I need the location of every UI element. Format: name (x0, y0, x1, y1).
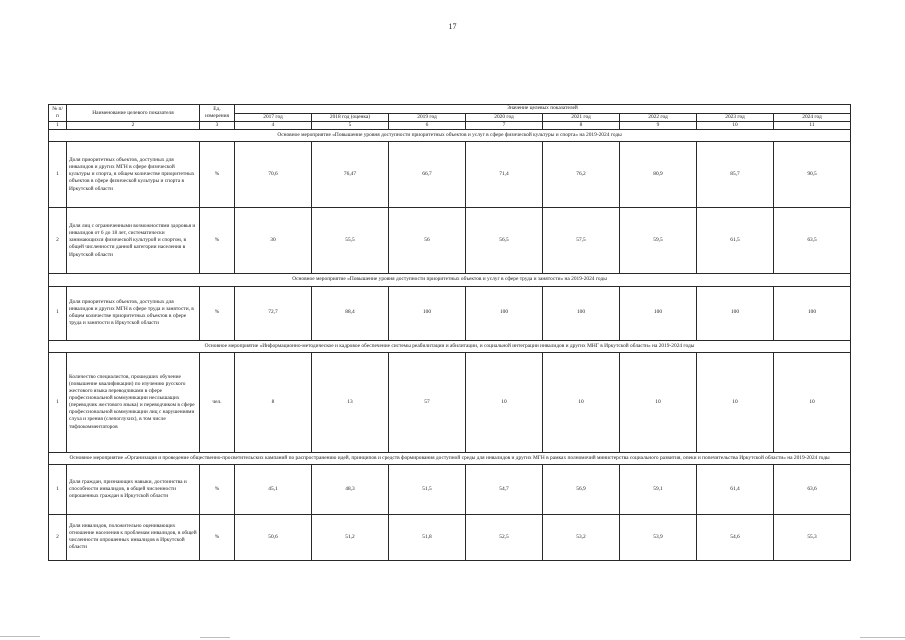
row-value: 51,8 (389, 514, 466, 560)
row-value: 10 (543, 352, 620, 452)
header-year: 2022 год (620, 114, 697, 122)
row-value: 90,5 (774, 142, 851, 208)
section-header-row (49, 130, 851, 142)
row-value: 51,2 (312, 514, 389, 560)
row-name: Количество специалистов, прошедших обучение (повышение квалификации) по изучению русского жестового языка переводчиками в сфере профессиональной коммуникации неслышащих (переводчик жестового языка) и переводчиком в сфере профессиональной коммуникации лиц с нарушениями слуха и зрения (слепоглухих), в том числе тифлокомментаторов (67, 352, 200, 452)
row-unit: % (200, 286, 235, 340)
page-number: 17 (448, 22, 457, 31)
row-num: 2 (49, 208, 67, 274)
row-value: 88,4 (312, 286, 389, 340)
header-values: Значение целевых показателей (235, 105, 851, 114)
header-year: 2018 год (оценка) (312, 114, 389, 122)
column-index: 6 (389, 122, 466, 130)
section-title: Основное мероприятие «Информационно-методическое и кадровое обеспечение системы реабилитации и абилитации, и социальной интеграции инвалидов и других МНГ в Иркутской области» на 2019-2024 годы (49, 340, 851, 352)
header-name: Наименование целевого показателя (67, 105, 200, 122)
row-value: 76,47 (312, 142, 389, 208)
row-name: Доля лиц с ограниченными возможностями здоровья и инвалидов от 6 до 18 лет, систематически занимающихся физической культурой и спортом, в общей численности данной категории населения в Иркутской области (67, 208, 200, 274)
row-value: 57,5 (543, 208, 620, 274)
section-title: Основное мероприятие «Организация и проведение общественно-просветительских кампаний по распространению идей, принципов и средств формирования доступной среды для инвалидов и других МГН в рамках полномочий министерства социального развития, опеки и попечительства Иркутской области» на 2019-2024 годы (49, 452, 851, 464)
row-value: 100 (389, 286, 466, 340)
column-index: 4 (235, 122, 312, 130)
row-value: 55,3 (774, 514, 851, 560)
row-value: 61,4 (697, 464, 774, 514)
column-index: 1 (49, 122, 67, 130)
row-value: 100 (466, 286, 543, 340)
header-year: 2021 год (543, 114, 620, 122)
header-year: 2020 год (466, 114, 543, 122)
row-value: 100 (697, 286, 774, 340)
table-row (49, 286, 851, 340)
column-index-row (49, 122, 851, 130)
header-year: 2024 год (774, 114, 851, 122)
column-index: 2 (67, 122, 200, 130)
row-value: 10 (697, 352, 774, 452)
row-value: 100 (620, 286, 697, 340)
table-row (49, 142, 851, 208)
row-unit: % (200, 514, 235, 560)
row-value: 56,9 (543, 464, 620, 514)
header-year: 2017 год (235, 114, 312, 122)
row-name: Доля приоритетных объектов, доступных для инвалидов и других МГН в сфере труда и занятости, в общем количестве приоритетных объектов в сфере труда и занятости в Иркутской области (67, 286, 200, 340)
row-value: 52,5 (466, 514, 543, 560)
section-header-row (49, 274, 851, 286)
targets-table (48, 104, 851, 561)
column-index: 11 (774, 122, 851, 130)
row-value: 50,6 (235, 514, 312, 560)
row-num: 1 (49, 142, 67, 208)
row-value: 56,5 (466, 208, 543, 274)
row-value: 63,6 (774, 464, 851, 514)
table-row (49, 514, 851, 560)
row-value: 59,5 (620, 208, 697, 274)
row-value: 100 (543, 286, 620, 340)
row-value: 8 (235, 352, 312, 452)
header-row (49, 105, 851, 114)
row-value: 54,6 (697, 514, 774, 560)
table-row (49, 208, 851, 274)
header-year: 2019 год (389, 114, 466, 122)
row-value: 57 (389, 352, 466, 452)
targets-table-wrapper (48, 104, 850, 561)
row-value: 76,2 (543, 142, 620, 208)
row-name: Доля граждан, признающих навыки, достоинства и способности инвалидов, в общей численности опрошенных граждан в Иркутской области (67, 464, 200, 514)
row-unit: % (200, 142, 235, 208)
column-index: 7 (466, 122, 543, 130)
row-value: 55,5 (312, 208, 389, 274)
row-value: 10 (620, 352, 697, 452)
section-title: Основное мероприятие «Повышение уровня доступности приоритетных объектов и услуг в сфере труда и занятости» на 2019-2024 годы (49, 274, 851, 286)
row-num: 2 (49, 514, 67, 560)
scan-artifact (860, 637, 905, 638)
row-value: 59,1 (620, 464, 697, 514)
row-value: 71,4 (466, 142, 543, 208)
column-index: 3 (200, 122, 235, 130)
table-row (49, 464, 851, 514)
row-value: 30 (235, 208, 312, 274)
row-value: 48,3 (312, 464, 389, 514)
section-header-row (49, 452, 851, 464)
row-value: 45,1 (235, 464, 312, 514)
column-index: 5 (312, 122, 389, 130)
column-index: 10 (697, 122, 774, 130)
column-index: 9 (620, 122, 697, 130)
table-row (49, 352, 851, 452)
row-value: 80,9 (620, 142, 697, 208)
scan-artifact (200, 637, 230, 638)
row-value: 66,7 (389, 142, 466, 208)
row-unit: % (200, 464, 235, 514)
row-unit: % (200, 208, 235, 274)
header-num: № п/п (49, 105, 67, 122)
row-value: 61,5 (697, 208, 774, 274)
row-num: 1 (49, 286, 67, 340)
row-num: 1 (49, 352, 67, 452)
header-unit: Ед. измерения (200, 105, 235, 122)
row-value: 51,5 (389, 464, 466, 514)
row-value: 10 (774, 352, 851, 452)
header-year: 2023 год (697, 114, 774, 122)
row-name: Доля приоритетных объектов, доступных для инвалидов и других МГН в сфере физической культуры и спорта, в общем количестве приоритетных объектов в сфере физической культуры и спорта в Иркутской области (67, 142, 200, 208)
section-title: Основное мероприятие «Повышение уровня доступности приоритетных объектов и услуг в сфере физической культуры и спорта» на 2019-2024 годы (49, 130, 851, 142)
row-value: 56 (389, 208, 466, 274)
row-unit: чел. (200, 352, 235, 452)
row-name: Доля инвалидов, положительно оценивающих отношение населения к проблемам инвалидов, в общей численности опрошенных инвалидов в Иркутской области (67, 514, 200, 560)
row-value: 13 (312, 352, 389, 452)
row-value: 72,7 (235, 286, 312, 340)
column-index: 8 (543, 122, 620, 130)
scan-artifact (0, 636, 40, 637)
row-value: 53,9 (620, 514, 697, 560)
row-value: 85,7 (697, 142, 774, 208)
row-value: 10 (466, 352, 543, 452)
row-value: 53,2 (543, 514, 620, 560)
row-num: 1 (49, 464, 67, 514)
section-header-row (49, 340, 851, 352)
row-value: 63,5 (774, 208, 851, 274)
row-value: 70,6 (235, 142, 312, 208)
row-value: 54,7 (466, 464, 543, 514)
row-value: 100 (774, 286, 851, 340)
